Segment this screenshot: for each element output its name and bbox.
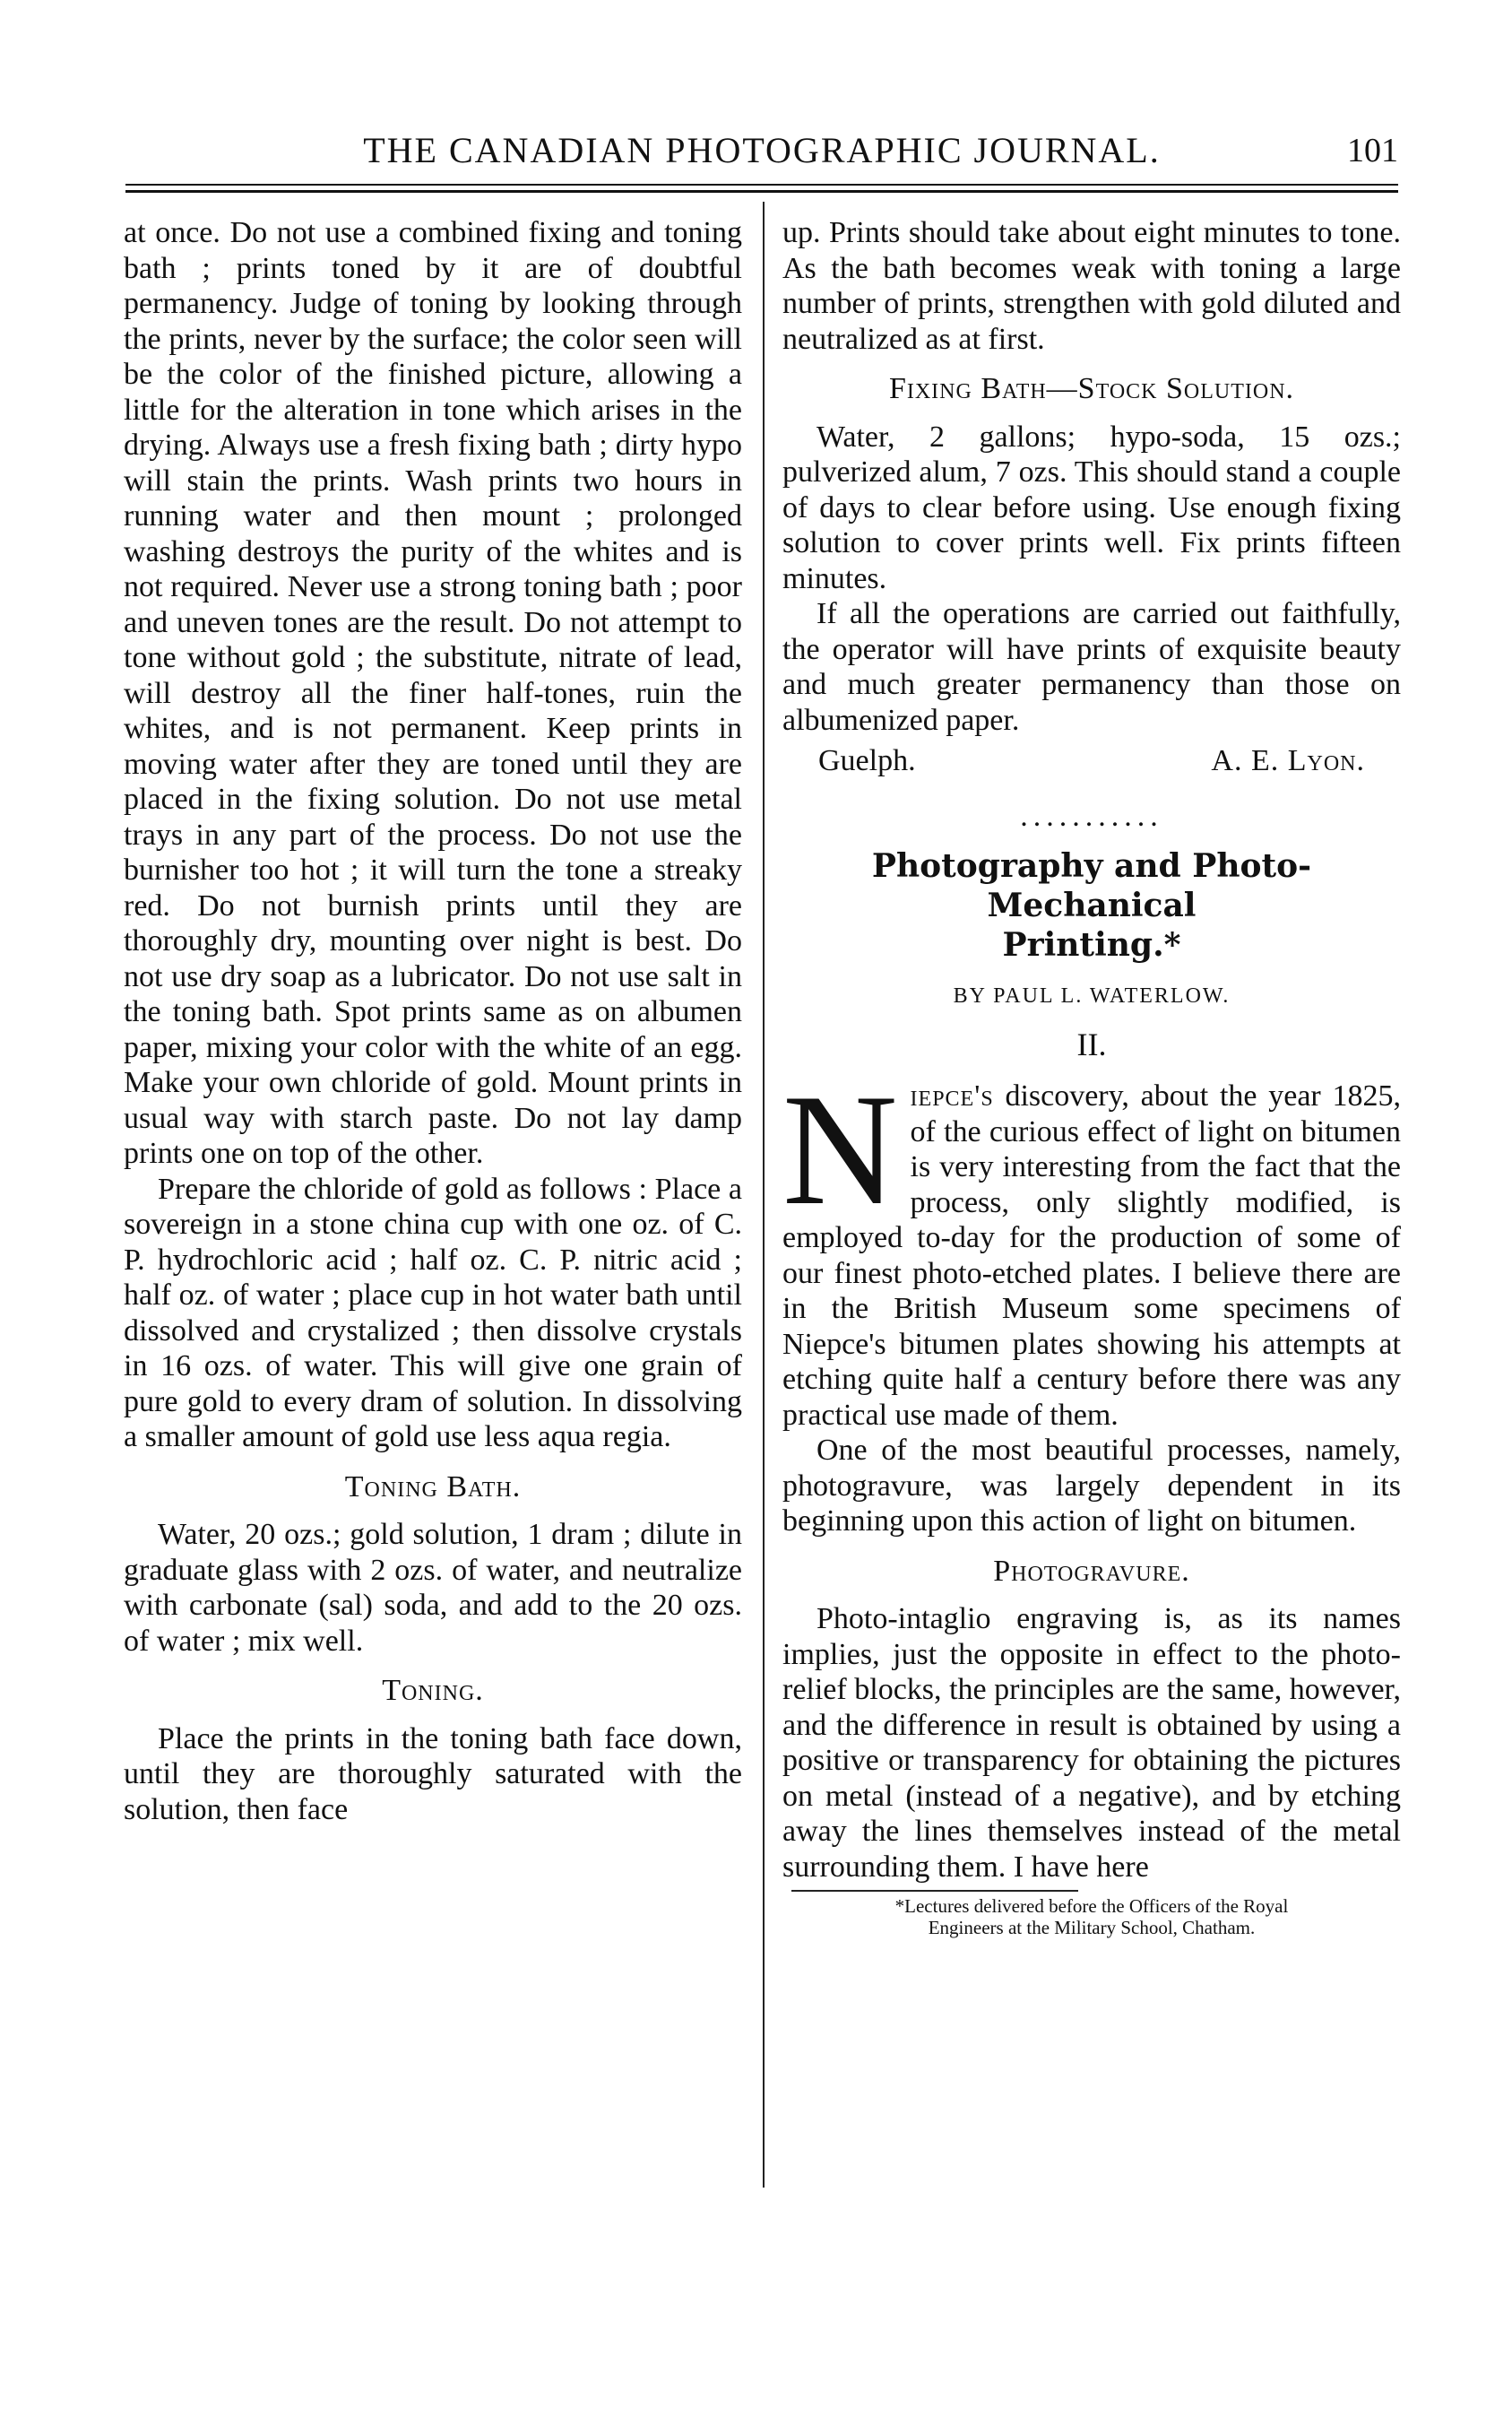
heading-photogravure: Photogravure. [993,1554,1190,1588]
closing-text: If all the operations are carried out faithfully, the operator will have prints of exquisite beauty and much greater permanency than those on albumenized paper. [782,597,1401,737]
left-column [124,215,742,1827]
article-title [782,846,1401,965]
column-divider [763,202,765,2188]
footnote-line-2: Engineers at the Military School, Chatham. [928,1917,1256,1938]
byline: BY PAUL L. WATERLOW. [953,984,1231,1008]
right-column [782,215,1401,1938]
section-separator: ........... [1020,799,1163,833]
signature-name: A. E. Lyon. [1211,744,1365,777]
article-title-line-1: Photography and Photo-Mechanical [871,847,1312,924]
left-paragraph-2: Prepare the chloride of gold as follows : Place a sovereign in a stone china cup with one oz. of C. P. hydrochloric acid ; half oz. C. P. nitric acid ; half oz. of water ; place cup in hot water bath until dissolved and crystalized ; then dissolve crystals in 16 ozs. of water. This will give one grain of pure gold to every dram of solution. In dissolving a smaller amount of gold use less aqua regia. [124,1172,742,1453]
fixing-bath-text: Water, 2 gallons; hypo-soda, 15 ozs.; pulverized alum, 7 ozs. This should stand a couple of days to clear before using. Use enough fixing solution to cover prints well. Fix prints fifteen minutes. [782,420,1401,595]
left-paragraph-1: at once. Do not use a combined fixing and toning bath ; prints toned by it are of doubtful permanency. Judge of toning by looking through the prints, never by the surface; the color seen will be the color of the finished picture, allowing a little for the alteration in tone which arises in the drying. Always use a fresh fixing bath ; dirty hypo will stain the prints. Wash prints two hours in running water and then mount ; prolonged washing destroys the purity of the whites and is not required. Never use a strong toning bath ; poor and uneven tones are the result. Do not attempt to tone without gold ; the substitute, nitrate of lead, will destroy all the finer half-tones, ruin the whites, and is not permanent. Keep prints in moving water after they are toned until they are placed in the fixing solution. Do not use metal trays in any part of the process. Do not use the burnisher too hot ; it will turn the tone a streaky red. Do not burnish prints until they are thoroughly dry, mounting over night is best. Do not use dry soap as a lubricator. Do not use salt in the toning bath. Spot prints same as on albumen paper, mixing your color with the white of an egg. Make your own chloride of gold. Mount prints in usual way with starch paste. Do not lay damp prints one on top of the other. [124,216,742,1170]
running-head [125,124,1398,178]
header-rule-thin [125,184,1398,186]
heading-fixing-bath: Fixing Bath—Stock Solution. [888,372,1295,405]
article-paragraph-3: Photo-intaglio engraving is, as its names implies, just the opposite in effect to the photo-relief blocks, the principles are the same, however, and the difference in result is obtained by using a positive or transparency for obtaining the pictures on metal (instead of a negative), and by etching away the lines themselves instead of the metal surrounding them. I have here [782,1602,1401,1884]
footnote-rule [791,1890,1078,1892]
drop-cap: N [782,1061,898,1238]
footnote [782,1895,1401,1938]
article-paragraph-1-rest: discovery, about the year 1825, of the curious effect of light on bitumen is very interesting from the fact that the process, only slightly modified, is employed to-day for the production of some of our finest photo-etched plates. I believe there are in the British Museum some specimens of Niepce's bitumen plates showing his attempts at etching quite half a century before there was any practical use made of them. [782,1079,1401,1432]
right-intro-text: up. Prints should take about eight minutes to tone. As the bath becomes weak with toning a large number of prints, strengthen with gold diluted and neutralized as at first. [782,216,1401,356]
header-rule-thick [125,190,1398,193]
page-number: 101 [1347,132,1398,169]
drop-cap-lead: iepce's [910,1079,994,1113]
journal-title: THE CANADIAN PHOTOGRAPHIC JOURNAL. [363,130,1161,170]
heading-toning: Toning. [382,1674,484,1707]
toning-bath-text: Water, 20 ozs.; gold solution, 1 dram ; dilute in graduate glass with 2 ozs. of water, and neutralize with carbonate (sal) soda, and add to the 20 ozs. of water ; mix well. [124,1518,742,1658]
toning-text: Place the prints in the toning bath face down, until they are thoroughly saturated with the solution, then face [124,1721,742,1826]
part-number: II. [1076,1026,1107,1062]
article-title-line-2: Printing.* [1002,926,1181,964]
heading-toning-bath: Toning Bath. [344,1469,522,1503]
footnote-line-1: *Lectures delivered before the Officers of the Royal [894,1895,1289,1917]
signature-place: Guelph. [818,744,916,777]
article-paragraph-2: One of the most beautiful processes, namely, photogravure, was largely dependent in its beginning upon this action of light on bitumen. [782,1434,1401,1538]
article-paragraph-1 [782,1061,1401,1433]
signature [782,743,1401,779]
